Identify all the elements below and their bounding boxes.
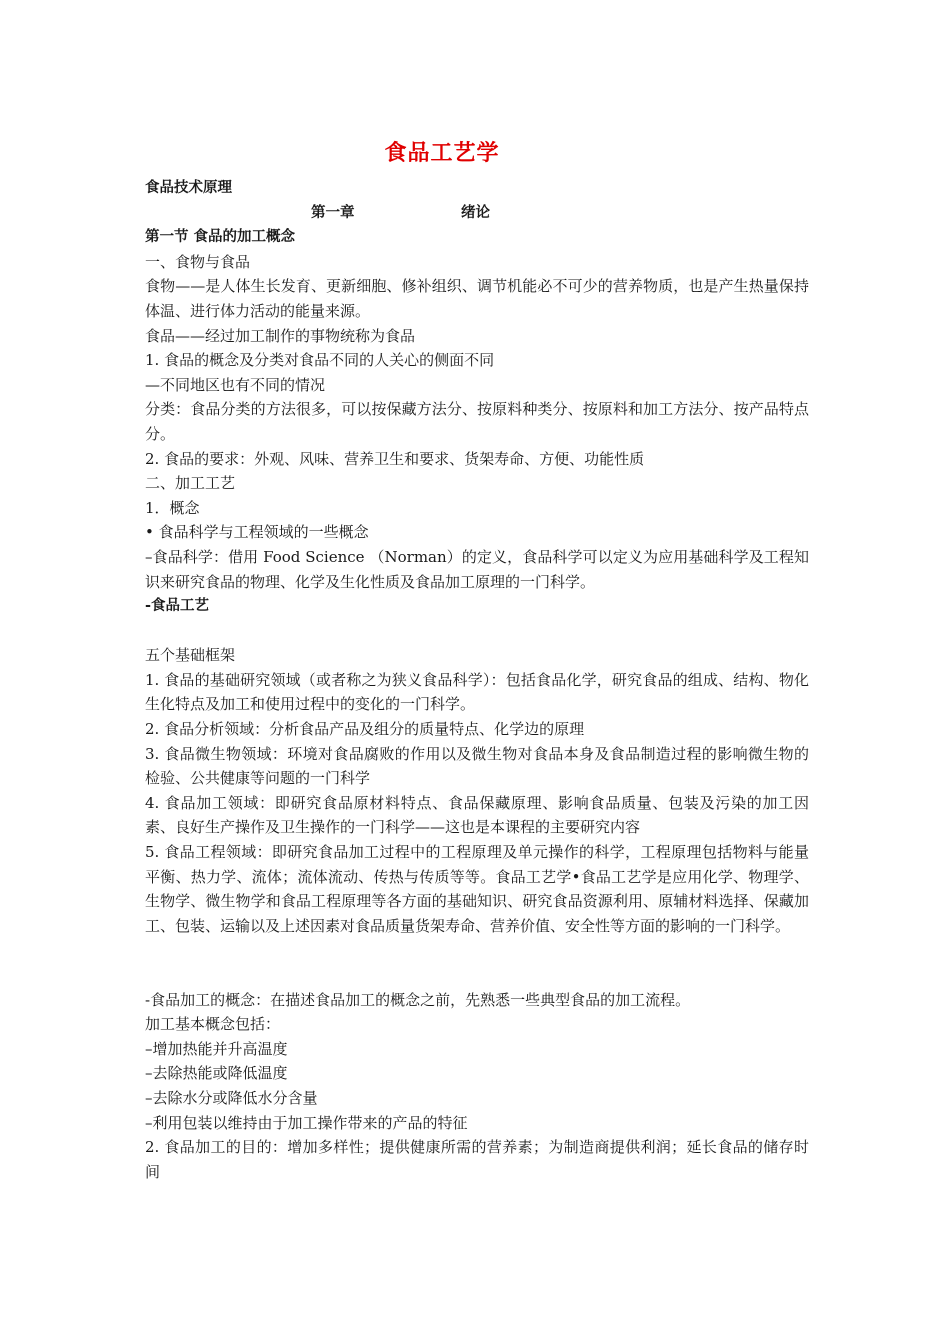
paragraph: –去除水分或降低水分含量 (145, 1088, 318, 1107)
paragraph: 2. 食品的要求：外观、风味、营养卫生和要求、货架寿命、方便、功能性质 (145, 449, 645, 468)
paragraph: 食品——经过加工制作的事物统称为食品 (145, 326, 416, 345)
paragraph: 食物——是人体生长发育、更新细胞、修补组织、调节机能必不可少的营养物质，也是产生热量保持体温、进行体力活动的能量来源。 (145, 277, 809, 320)
paragraph: -食品加工的概念：在描述食品加工的概念之前，先熟悉一些典型食品的加工流程。 (145, 990, 691, 1009)
paragraph: 加工基本概念包括： (145, 1015, 281, 1034)
paragraph: 一、食物与食品 (145, 252, 251, 271)
paragraph: –食品科学：借用 Food Science （Norman）的定义，食品科学可以定义为应用基础科学及工程知识来研究食品的物理、化学及生化性质及食品加工原理的一门科学。 (145, 547, 809, 591)
paragraph: 五个基础框架 (145, 646, 236, 665)
subtitle: 食品技术原理 (145, 180, 232, 196)
paragraph: 5. 食品工程领域：即研究食品加工过程中的工程原理及单元操作的科学，工程原理包括物料与能量平衡、热力学、流体；流体流动、传热与传质等等。食品工艺学•食品工艺学是应用化学、物理学、生物学、微生物学和食品工程原理等各方面的基础知识、研究食品资源利用、原辅材料选择、保藏加工、包装、运输以及上述因素对食品质量货架寿命、营养价值、安全性等方面的影响的一门科学。 (145, 843, 809, 935)
section-heading: 第一节 食品的加工概念 (145, 229, 296, 246)
spacer (145, 619, 809, 644)
paragraph: 1．概念 (145, 498, 200, 517)
spacer (145, 938, 809, 987)
paragraph: —不同地区也有不同的情况 (145, 375, 326, 394)
paragraph: 1. 食品的基础研究领域（或者称之为狭义食品科学）：包括食品化学，研究食品的组成、结构、物化生化特点及加工和使用过程中的变化的一门科学。 (145, 670, 809, 714)
paragraph: 1. 食品的概念及分类对食品不同的人关心的侧面不同 (145, 351, 495, 370)
paragraph: • 食品科学与工程领域的一些概念 (145, 523, 369, 542)
chapter-name: 绪论 (461, 204, 490, 221)
document-body (145, 176, 809, 1184)
paragraph: –增加热能并升高温度 (145, 1039, 288, 1058)
paragraph: 3. 食品微生物领域：环境对食品腐败的作用以及微生物对食品本身及食品制造过程的影响微生物的检验、公共健康等问题的一门科学 (145, 744, 809, 788)
paragraph: –去除热能或降低温度 (145, 1064, 288, 1083)
paragraph: 分类：食品分类的方法很多，可以按保藏方法分、按原料种类分、按原料和加工方法分、按产品特点分。 (145, 400, 809, 443)
paragraph: 4. 食品加工领域：即研究食品原材料特点、食品保藏原理、影响食品质量、包装及污染的加工因素、良好生产操作及卫生操作的一门科学——这也是本课程的主要研究内容 (145, 793, 809, 837)
chapter-label: 第一章 (311, 204, 355, 221)
paragraph: 2. 食品加工的目的：增加多样性；提供健康所需的营养素；为制造商提供利润；延长食品的储存时间 (145, 1138, 809, 1181)
chapter-heading (145, 201, 809, 226)
subheading: -食品工艺 (145, 598, 210, 615)
paragraph: 二、加工工艺 (145, 474, 236, 493)
paragraph: –利用包装以维持由于加工操作带来的产品的特征 (145, 1113, 468, 1132)
document-title: 食品工艺学 (384, 141, 500, 166)
paragraph: 2. 食品分析领域：分析食品产品及组分的质量特点、化学边的原理 (145, 720, 585, 739)
